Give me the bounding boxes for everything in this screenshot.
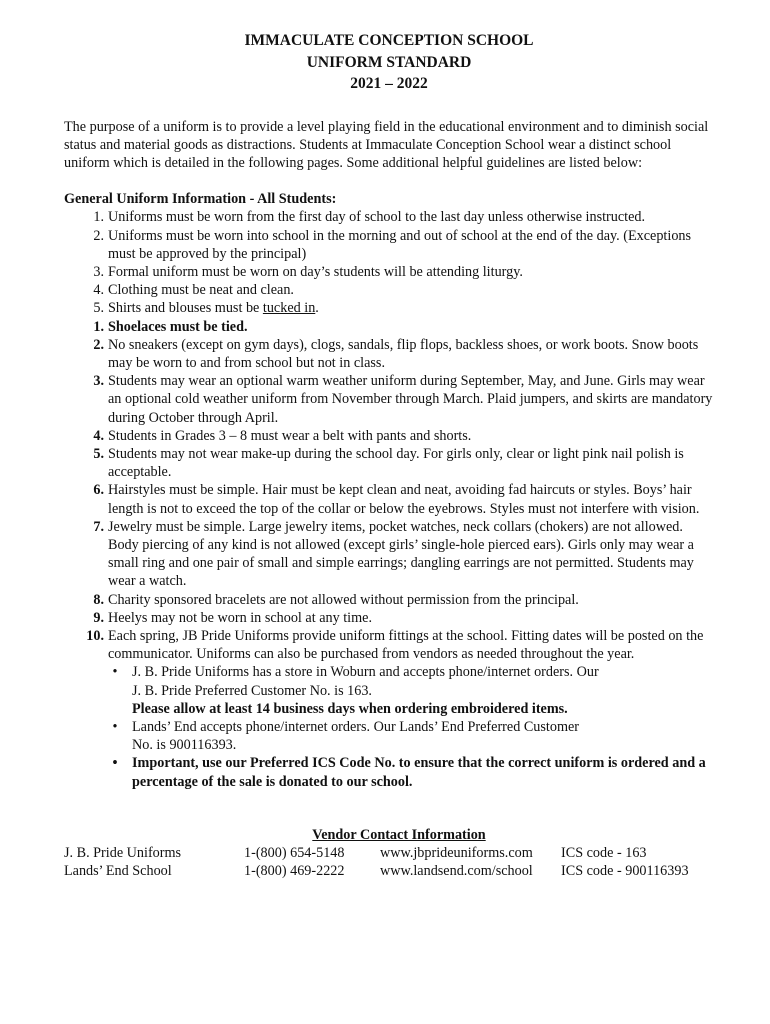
rule-item: [64, 208, 714, 226]
rule-text: No sneakers (except on gym days), clogs, sandals, flip flops, backless shoes, or work boots. Snow boots may be worn to and from school but not in class.: [108, 336, 699, 371]
rule-text: Uniforms must be worn into school in the morning and out of school at the end of the day. (Exceptions must be approved by the principal): [108, 227, 692, 262]
rule-text: Heelys may not be worn in school at any time.: [108, 609, 372, 626]
vendor-text: Lands’ End accepts phone/internet orders. Our Lands’ End Preferred Customer: [132, 719, 580, 735]
contact-row: [64, 862, 714, 880]
vendor-text: J. B. Pride Preferred Customer No. is 163.: [132, 682, 372, 699]
school-name: IMMACULATE CONCEPTION SCHOOL: [244, 32, 534, 49]
rule-number: 9.: [93, 609, 104, 626]
bullet-icon: •: [112, 664, 118, 681]
rule-text: Shirts and blouses must be: [108, 300, 263, 317]
rules-list: [64, 208, 714, 791]
rule-item: [64, 627, 714, 791]
vendor-text: J. B. Pride Uniforms has a store in Woburn and accepts phone/internet orders. Our: [132, 664, 599, 681]
rule-item: [64, 281, 714, 299]
rule-item: [64, 318, 714, 336]
rule-text: Clothing must be neat and clean.: [108, 282, 294, 299]
rule-item: [64, 445, 714, 481]
important-note: Important, use our Preferred ICS Code No. to ensure that the correct uniform is ordered and a percentage of the sale is donated to our school.: [132, 755, 706, 790]
rule-number: 1.: [93, 209, 104, 226]
rule-text: Students in Grades 3 – 8 must wear a belt with pants and shorts.: [108, 427, 472, 444]
rule-text: Hairstyles must be simple. Hair must be kept clean and neat, avoiding fad haircuts or styles. Boys’ hair length is not to exceed the top of the collar or below the eyebrows. Styles must not interfere with vision.: [108, 482, 700, 517]
vendor-item-important: [108, 754, 714, 790]
rule-text-end: .: [315, 300, 319, 317]
contact-heading: Vendor Contact Information: [312, 826, 486, 843]
vendor-name: Lands’ End School: [64, 863, 172, 880]
rule-item: [64, 481, 714, 517]
bullet-icon: •: [112, 755, 118, 772]
vendor-phone: 1-(800) 469-2222: [244, 863, 345, 880]
vendor-list: [108, 663, 714, 790]
rule-item: [64, 336, 714, 372]
rule-text: Uniforms must be worn from the first day of school to the last day unless otherwise instructed.: [108, 209, 646, 226]
rule-number: 6.: [93, 482, 104, 499]
rule-number: 8.: [93, 591, 104, 608]
rule-text: Each spring, JB Pride Uniforms provide uniform fittings at the school. Fitting dates will be posted on the communicator. Uniforms can also be purchased from vendors as needed throughout the year.: [108, 627, 704, 663]
rule-text: Jewelry must be simple. Large jewelry items, pocket watches, neck collars (chokers) are not allowed. Body piercing of any kind is not allowed (except girls’ single-hole pierced ears). Girls only may wear a small ring and one pair of small and simple earrings; dangling earrings are not permitted. Students may wear a watch.: [108, 518, 694, 590]
contact-row: [64, 844, 714, 862]
vendor-website: www.jbprideuniforms.com: [380, 845, 533, 862]
rule-item: [64, 263, 714, 281]
rule-item: [64, 609, 714, 627]
rule-item: [64, 227, 714, 263]
rule-number: 10.: [86, 627, 104, 644]
rule-item: [64, 372, 714, 427]
rule-number: 5.: [93, 300, 104, 317]
rule-number: 2.: [93, 336, 104, 353]
rule-text: Students may wear an optional warm weather uniform during September, May, and June. Girls may wear an optional cold weather uniform from November through March. Plaid jumpers, and skirts are mandatory during October through April.: [108, 373, 713, 426]
vendor-item-lands-end: [108, 718, 714, 754]
rule-item: [64, 518, 714, 591]
rule-text: Shoelaces must be tied.: [108, 318, 248, 335]
vendor-item-jb-pride: [108, 663, 714, 718]
vendor-phone: 1-(800) 654-5148: [244, 845, 345, 862]
document-subtitle: UNIFORM STANDARD: [306, 53, 472, 71]
underlined-text: tucked in: [262, 300, 316, 317]
rule-text: Students may not wear make-up during the school day. For girls only, clear or light pink nail polish is acceptable.: [108, 445, 684, 481]
rule-item: [64, 591, 714, 609]
document-title: [64, 30, 714, 95]
vendor-ics-code: ICS code - 163: [561, 845, 647, 862]
vendor-text: No. is 900116393.: [132, 737, 237, 754]
rule-item: [64, 299, 714, 317]
vendor-note: Please allow at least 14 business days when ordering embroidered items.: [132, 700, 568, 717]
rule-number: 7.: [93, 518, 104, 535]
rule-text: Formal uniform must be worn on day’s students will be attending liturgy.: [108, 263, 523, 280]
rule-number: 2.: [93, 227, 104, 244]
rule-number: 5.: [93, 445, 104, 462]
intro-paragraph: The purpose of a uniform is to provide a level playing field in the educational environment and to diminish social status and material goods as distractions. Students at Immaculate Conception School wear a distinct school uniform which is detailed in the following pages. Some additional helpful guidelines are listed below:: [64, 118, 709, 171]
rule-text: Charity sponsored bracelets are not allowed without permission from the principal.: [108, 591, 579, 608]
rule-number: 3.: [93, 373, 104, 390]
section-heading: General Uniform Information - All Students:: [64, 191, 337, 208]
vendor-website: www.landsend.com/school: [380, 863, 533, 880]
vendor-ics-code: ICS code - 900116393: [561, 863, 689, 880]
rule-number: 1.: [93, 318, 104, 335]
rule-number: 3.: [93, 263, 104, 280]
rule-number: 4.: [93, 427, 104, 444]
bullet-icon: •: [112, 719, 118, 735]
vendor-name: J. B. Pride Uniforms: [64, 845, 182, 862]
rule-number: 4.: [93, 282, 104, 299]
document-page: [64, 30, 714, 880]
school-year: 2021 – 2022: [350, 75, 428, 92]
rule-item: [64, 427, 714, 445]
